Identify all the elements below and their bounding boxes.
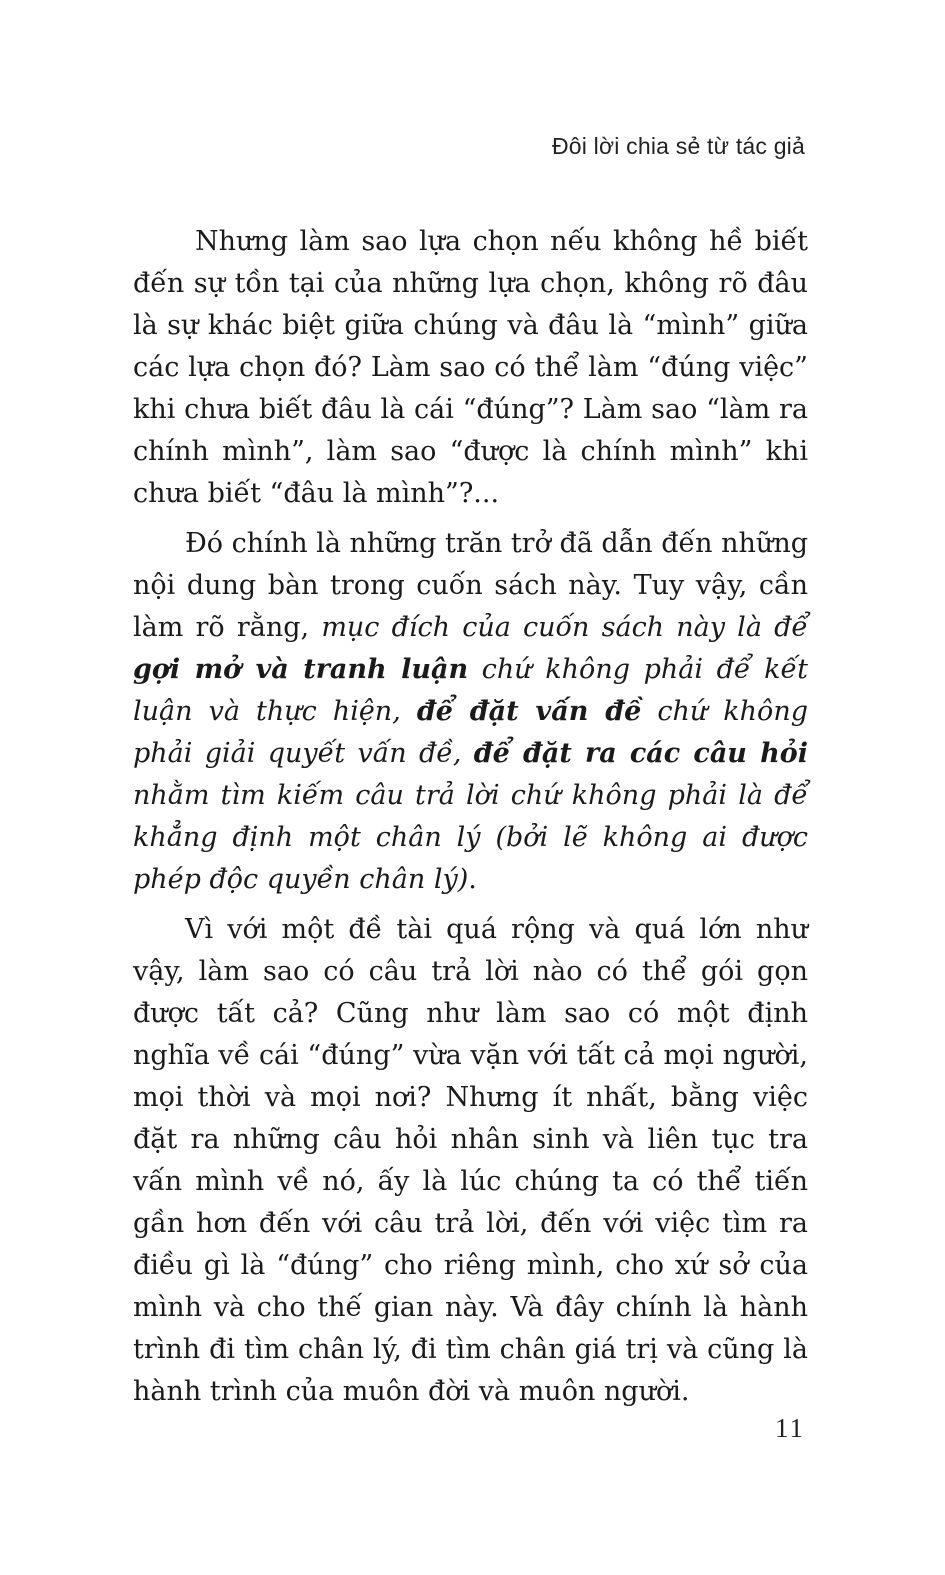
paragraph-2-intro: Đó chính là những trăn trở đã dẫn đến những nội dung bàn trong cuốn sách này. Tuy vậy, cần làm rõ rằng,: [133, 528, 808, 643]
paragraph-2-italic-3: chứ không phải giải quyết vấn đề,: [133, 696, 808, 769]
running-header: Đôi lời chia sẻ từ tác giả: [551, 133, 805, 159]
paragraph-2-italic-2: chứ không phải để kết luận và thực hiện,: [133, 654, 808, 727]
page-number: 11: [775, 1413, 805, 1443]
paragraph-2-bold-1: gợi mở và tranh luận: [133, 654, 469, 685]
paragraph-2: [133, 523, 808, 901]
paragraph-2-bold-3: để đặt ra các câu hỏi: [473, 738, 808, 769]
paragraph-2-end: .: [468, 864, 477, 895]
body-text: [133, 221, 808, 1421]
paragraph-2-italic-1: mục đích của cuốn sách này là để: [321, 612, 808, 643]
paragraph-1: Nhưng làm sao lựa chọn nếu không hề biết đến sự tồn tại của những lựa chọn, không rõ đâu là sự khác biệt giữa chúng và đâu là “mình” giữa các lựa chọn đó? Làm sao có thể làm “đúng việc” khi chưa biết đâu là cái “đúng”? Làm sao “làm ra chính mình”, làm sao “được là chính mình” khi chưa biết “đâu là mình”?...: [133, 226, 808, 509]
paragraph-2-italic-4: nhằm tìm kiếm câu trả lời chứ không phải là để khẳng định một chân lý (bởi lẽ không ai được phép độc quyền chân lý): [133, 780, 808, 895]
paragraph-3: Vì với một đề tài quá rộng và quá lớn như vậy, làm sao có câu trả lời nào có thể gói gọn được tất cả? Cũng như làm sao có một định nghĩa về cái “đúng” vừa vặn với tất cả mọi người, mọi thời và mọi nơi? Nhưng ít nhất, bằng việc đặt ra những câu hỏi nhân sinh và liên tục tra vấn mình về nó, ấy là lúc chúng ta có thể tiến gần hơn đến với câu trả lời, đến với việc tìm ra điều gì là “đúng” cho riêng mình, cho xứ sở của mình và cho thế gian này. Và đây chính là hành trình đi tìm chân lý, đi tìm chân giá trị và cũng là hành trình của muôn đời và muôn người.: [133, 914, 808, 1407]
paragraph-2-bold-2: để đặt vấn đề: [416, 696, 642, 727]
